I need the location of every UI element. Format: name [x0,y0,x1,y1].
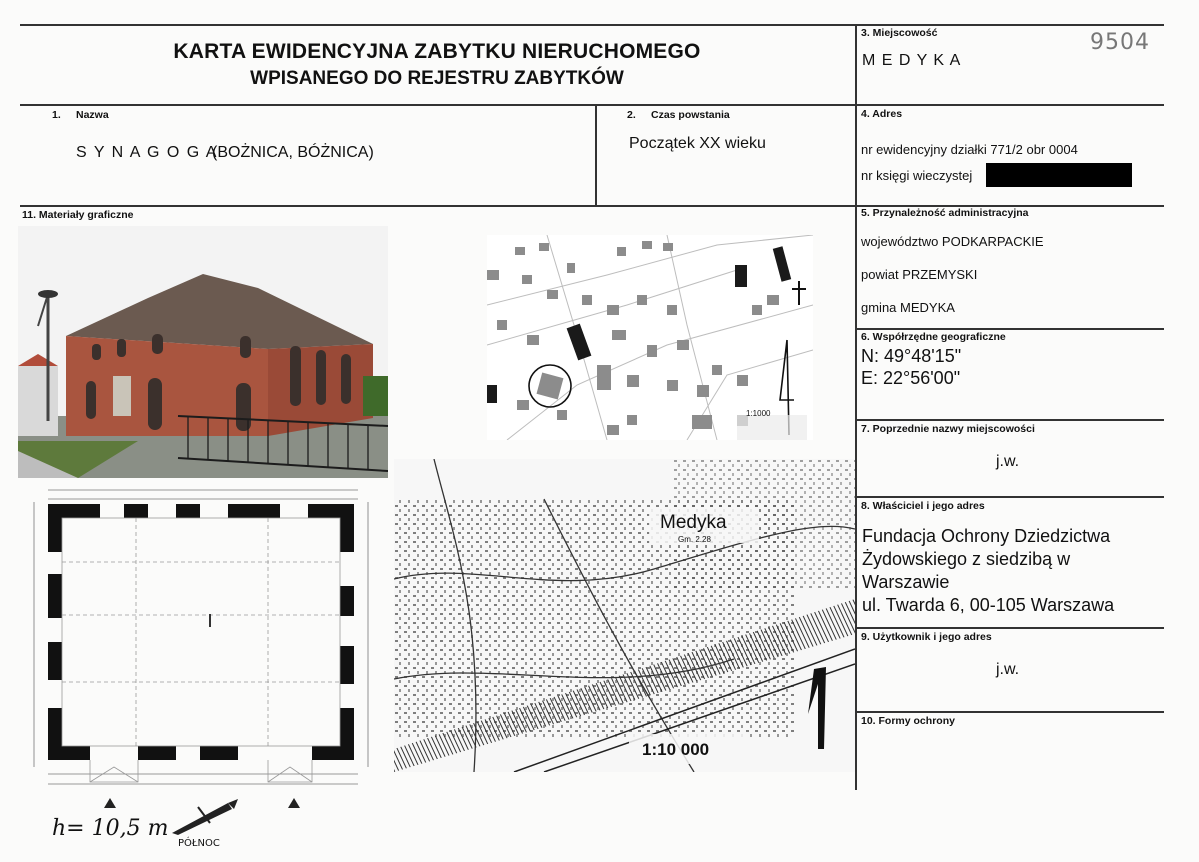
field3-value: M E D Y K A [862,52,962,69]
field11-label: 11. Materiały graficzne [22,209,134,221]
field2-label-number: 2. [627,109,636,121]
topo-place-label: Medyka [660,512,727,533]
field4-land-register: nr księgi wieczystej [861,168,973,183]
frame-line-f9 [857,627,1164,629]
field4-parcel: nr ewidencyjny działki 771/2 obr 0004 [861,142,1078,157]
field1-value-alt-names: (BOŻNICA, BÓŻNICA) [212,144,374,161]
card-title-line1: KARTA EWIDENCYJNA ZABYTKU NIERUCHOMEGO [173,40,701,63]
frame-divider-f2 [595,104,597,205]
topographic-map [394,459,855,772]
field4-label: 4. Adres [861,108,903,120]
frame-line-f10 [857,711,1164,713]
field7-label: 7. Poprzednie nazwy miejscowości [861,423,1035,435]
field8-owner-line1: Fundacja Ochrony Dziedzictwa [862,526,1111,546]
frame-line-f7 [857,419,1164,421]
field6-longitude: E: 22°56'00" [861,368,961,388]
field2-value: Początek XX wieku [629,135,766,152]
field6-label: 6. Współrzędne geograficzne [861,331,1006,343]
field8-owner-address: ul. Twarda 6, 00-105 Warszawa [862,595,1115,615]
topo-scale-label: 1:10 000 [642,740,710,759]
field8-owner-line3: Warszawie [862,572,950,592]
field5-county: powiat PRZEMYSKI [861,267,978,282]
synagogue-photo [18,226,388,478]
field7-value: j.w. [996,453,1020,470]
card-title-line2: WPISANEGO DO REJESTRU ZABYTKÓW [250,68,624,89]
cadastral-scale: 1:1000 [746,409,771,418]
field10-label: 10. Formy ochrony [861,715,955,727]
frame-line-f6 [857,328,1164,330]
north-label: PÓŁNOC [178,838,220,849]
field5-voivodeship: województwo PODKARPACKIE [861,234,1044,249]
field9-label: 9. Użytkownik i jego adres [861,631,992,643]
field5-label: 5. Przynależność administracyjna [861,207,1029,219]
field6-latitude: N: 49°48'15" [861,346,962,366]
frame-line-row1 [20,104,1164,106]
frame-right-column-line [855,24,857,790]
north-arrow-icon [168,797,240,837]
field5-commune: gmina MEDYKA [861,300,955,315]
field9-value: j.w. [996,661,1020,678]
topo-gm-label: Gm. 2.28 [678,535,711,544]
handwritten-number: 9504 [1090,30,1150,55]
field1-label-number: 1. [52,109,61,121]
field1-label: Nazwa [76,109,109,121]
height-note: h= 10,5 m [52,816,169,841]
field8-owner-line2: Żydowskiego z siedzibą w [862,549,1071,569]
floor-plan [28,482,378,790]
redaction-box [986,163,1132,187]
field2-label: Czas powstania [651,109,730,121]
field3-label: 3. Miejscowość [861,27,938,39]
field8-label: 8. Właściciel i jego adres [861,500,985,512]
frame-top-line [20,24,1164,26]
frame-line-f8 [857,496,1164,498]
field1-value-name: S Y N A G O G A [76,144,218,161]
